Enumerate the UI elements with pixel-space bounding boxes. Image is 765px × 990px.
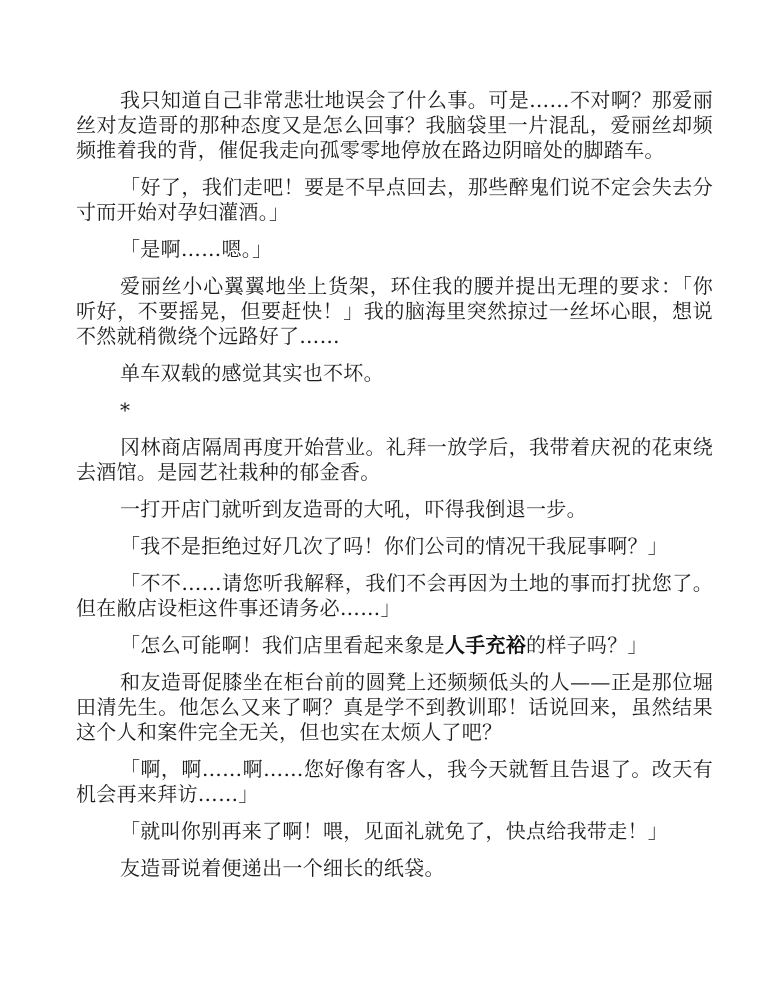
- paragraph: [76, 435, 713, 485]
- paragraph: [76, 819, 713, 844]
- text-run: 的样子吗？」: [526, 633, 648, 657]
- text-run: 「就叫你别再来了啊！喂，见面礼就免了，快点给我带走！」: [120, 819, 669, 843]
- text-run: 友造哥说着便递出一个细长的纸袋。: [120, 856, 445, 880]
- paragraph: [76, 274, 713, 349]
- paragraph: [76, 175, 713, 225]
- paragraph: [76, 856, 713, 881]
- text-run: 「我不是拒绝过好几次了吗！你们公司的情况干我屁事啊？」: [120, 534, 669, 558]
- text-run: 「不不……请您听我解释，我们不会再因为土地的事而打扰您了。但在敝店设柜这件事还请务必……」: [76, 571, 713, 620]
- emphasis-text: 人手充裕: [444, 633, 527, 657]
- paragraph: [76, 571, 713, 621]
- paragraph: [76, 757, 713, 807]
- text-run: 「是啊……嗯。」: [120, 237, 273, 261]
- text-run: 「好了，我们走吧！要是不早点回去，那些醉鬼们说不定会失去分寸而开始对孕妇灌酒。」: [76, 175, 713, 224]
- text-run: *: [120, 398, 131, 422]
- text-run: 一打开店门就听到友造哥的大吼，吓得我倒退一步。: [120, 497, 587, 521]
- paragraph: [76, 361, 713, 386]
- paragraph: [76, 237, 713, 262]
- text-run: 「啊，啊……啊……您好像有客人，我今天就暂且告退了。改天有机会再来拜访……」: [76, 757, 713, 806]
- paragraph: [76, 497, 713, 522]
- text-run: 「怎么可能啊！我们店里看起来象是: [120, 633, 445, 657]
- text-run: 和友造哥促膝坐在柜台前的圆凳上还频频低头的人——正是那位堀田清先生。他怎么又来了啊？真是学不到教训耶！话说回来，虽然结果这个人和案件完全无关，但也实在太烦人了吧？: [76, 670, 713, 744]
- text-run: 爱丽丝小心翼翼地坐上货架，环住我的腰并提出无理的要求：「你听好，不要摇晃，但要赶快！」我的脑海里突然掠过一丝坏心眼，想说不然就稍微绕个远路好了……: [76, 274, 713, 348]
- paragraph: [76, 534, 713, 559]
- novel-text-block: [76, 88, 713, 881]
- paragraph: [76, 670, 713, 745]
- section-separator: [76, 398, 713, 423]
- text-run: 我只知道自己非常悲壮地误会了什么事。可是……不对啊？那爱丽丝对友造哥的那种态度又是怎么回事？我脑袋里一片混乱，爱丽丝却频频推着我的背，催促我走向孤零零地停放在路边阴暗处的脚踏车。: [76, 88, 713, 162]
- text-run: 冈林商店隔周再度开始营业。礼拜一放学后，我带着庆祝的花束绕去酒馆。是园艺社栽种的郁金香。: [76, 435, 713, 484]
- paragraph: [76, 633, 713, 658]
- paragraph: [76, 88, 713, 163]
- text-run: 单车双载的感觉其实也不坏。: [120, 361, 384, 385]
